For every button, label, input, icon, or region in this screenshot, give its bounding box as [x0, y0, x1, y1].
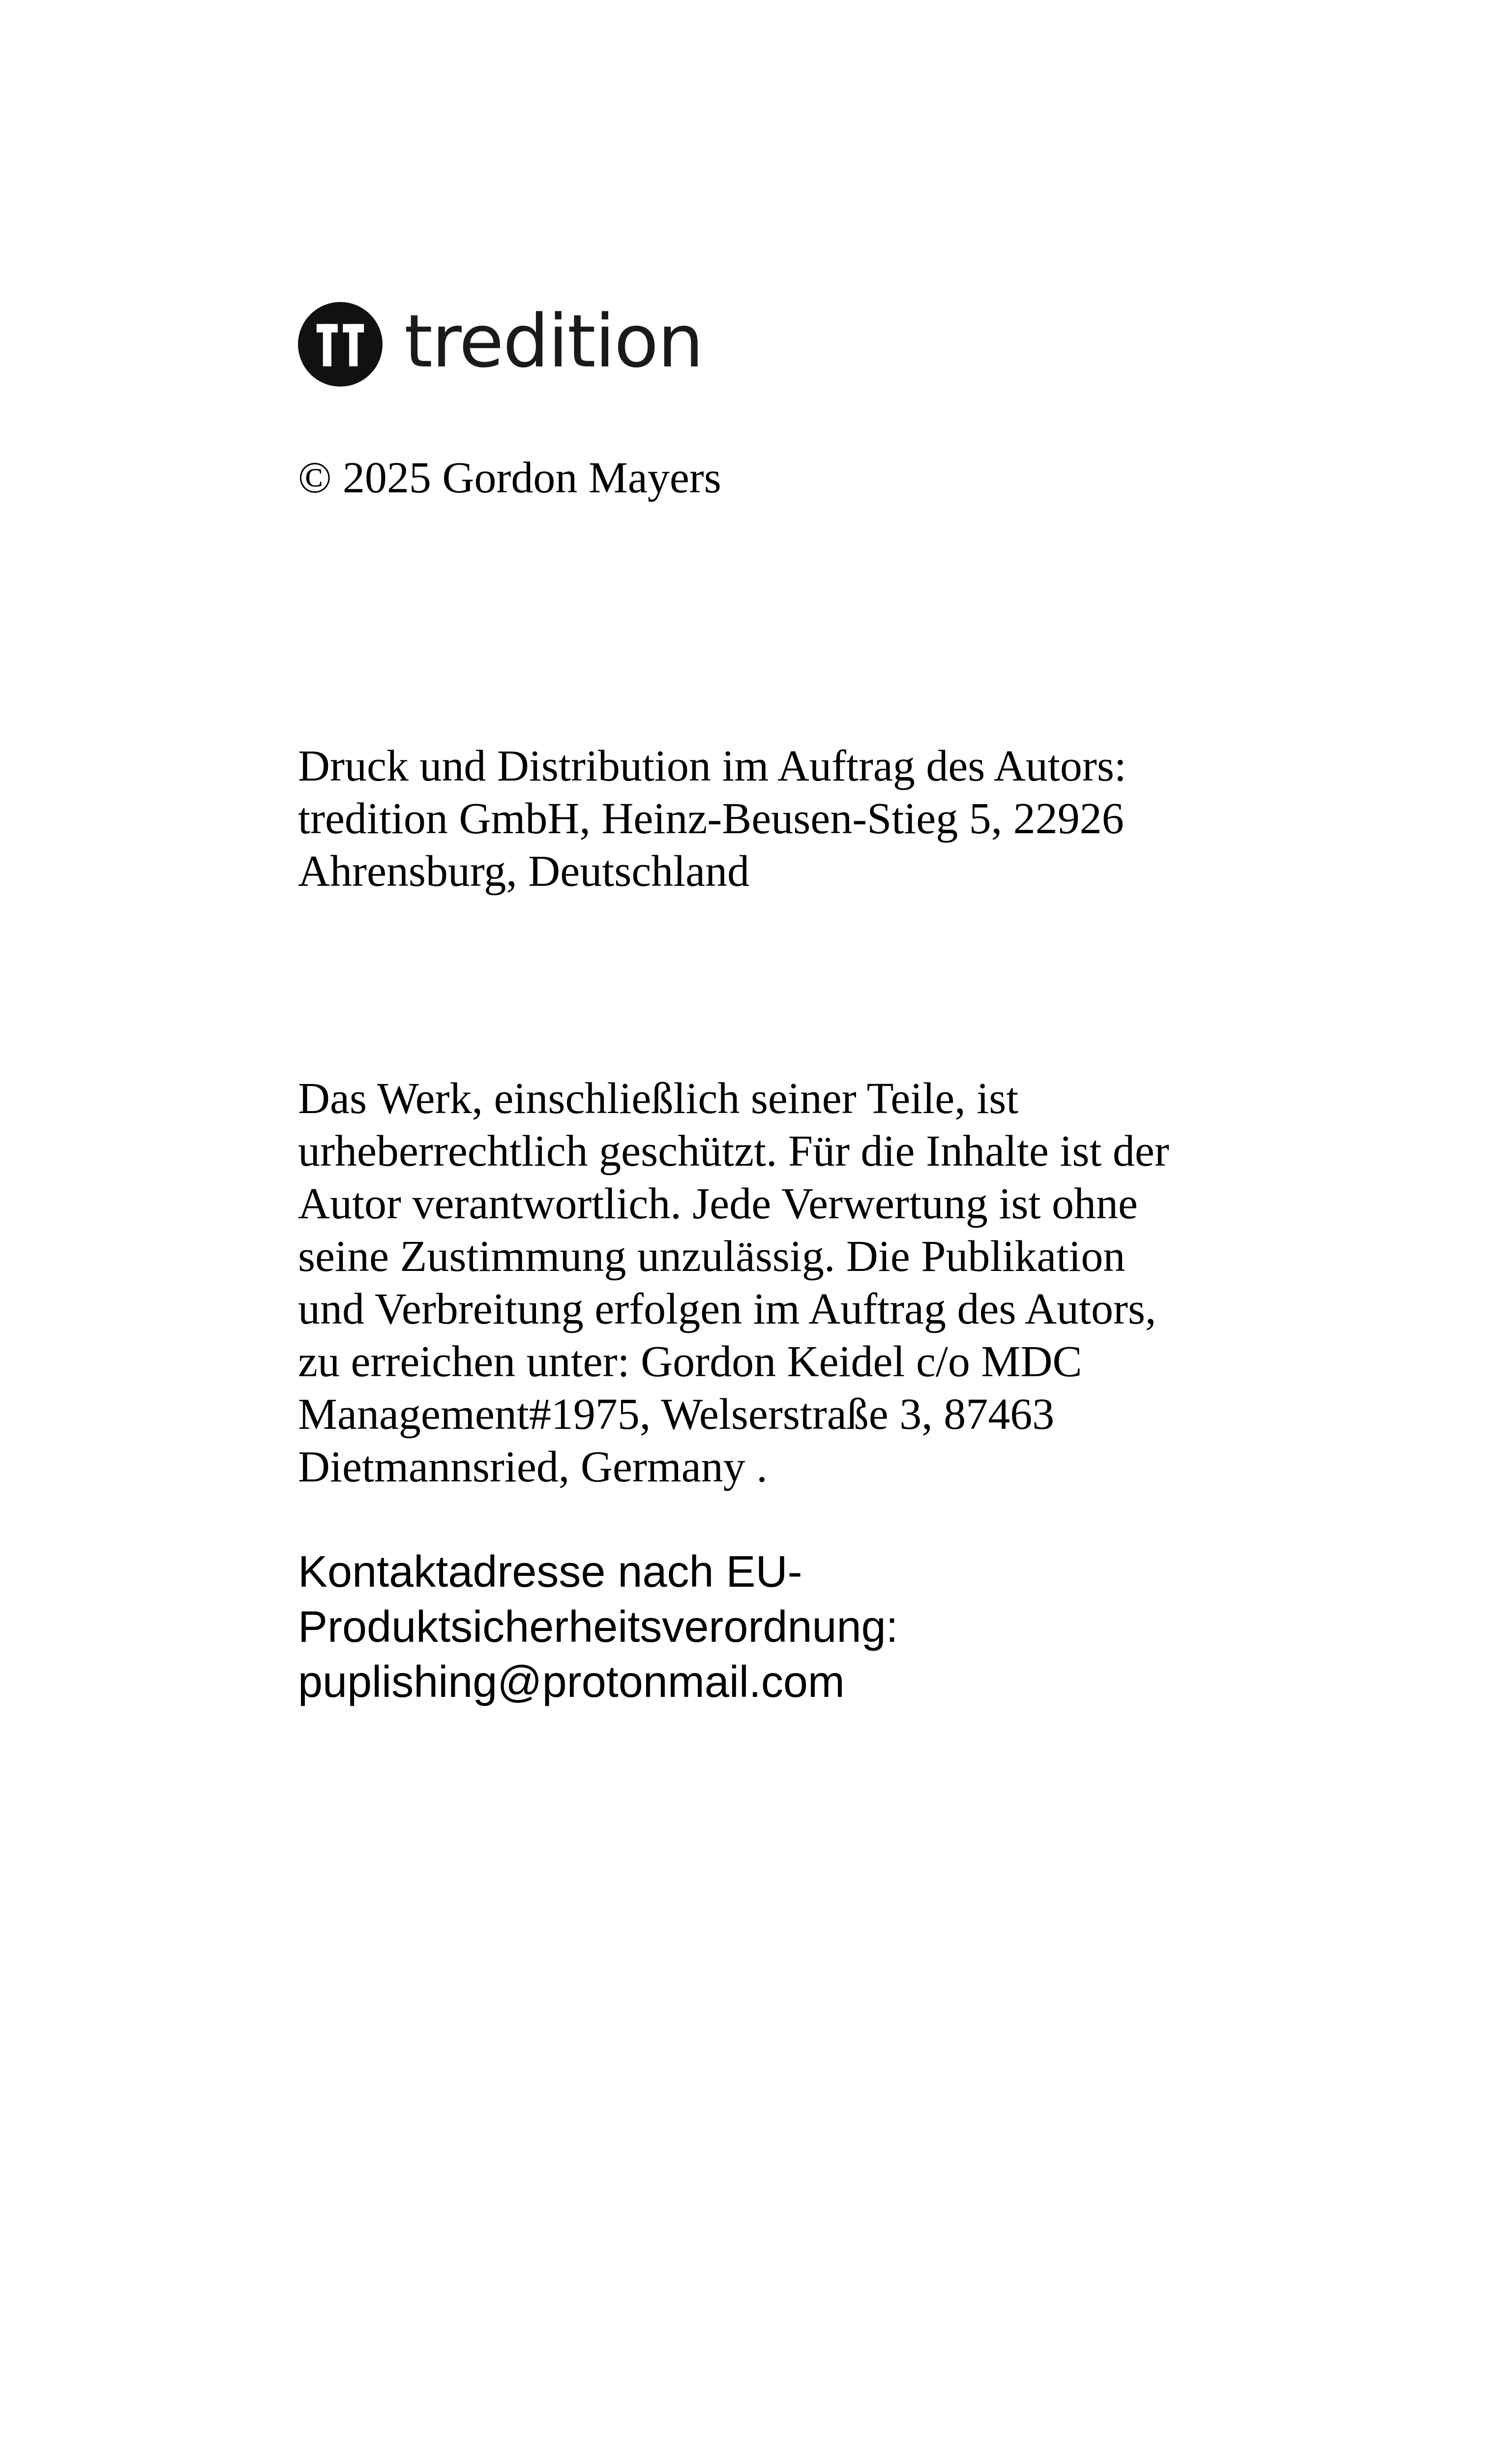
copyright-notice: [298, 452, 721, 504]
text-line: Dietmannsried, Germany .: [298, 1443, 768, 1491]
contact-email: puplishing@protonmail.com: [298, 1658, 845, 1707]
logo-wordmark: tredition: [404, 299, 703, 384]
text-line: Das Werk, einschließlich seiner Teile, ist: [298, 1074, 1019, 1123]
text-line: Autor verantwortlich. Jede Verwertung ist ohne: [298, 1179, 1138, 1228]
text-line: Produktsicherheitsverordnung:: [298, 1602, 898, 1652]
copyright-legal-notice: [298, 1072, 1169, 1493]
text-line: urheberrechtlich geschützt. Für die Inhalte ist der: [298, 1127, 1169, 1176]
copyright-line: © 2025 Gordon Mayers: [298, 453, 721, 502]
contact-address-notice: [298, 1544, 898, 1710]
text-line: und Verbreitung erfolgen im Auftrag des Autors,: [298, 1285, 1156, 1333]
text-line: seine Zustimmung unzulässig. Die Publikation: [298, 1232, 1126, 1281]
text-line: zu erreichen unter: Gordon Keidel c/o MDC: [298, 1337, 1082, 1386]
publisher-logo: [298, 299, 703, 387]
text-line: Kontaktadresse nach EU-: [298, 1547, 802, 1597]
text-line: Druck und Distribution im Auftrag des Autors:: [298, 742, 1127, 790]
tredition-logo-icon: [298, 302, 383, 387]
text-line: Management#1975, Welserstraße 3, 87463: [298, 1390, 1055, 1439]
text-line: tredition GmbH, Heinz-Beusen-Stieg 5, 22926: [298, 794, 1124, 843]
text-line: Ahrensburg, Deutschland: [298, 847, 750, 896]
printing-distribution-notice: [298, 740, 1127, 898]
